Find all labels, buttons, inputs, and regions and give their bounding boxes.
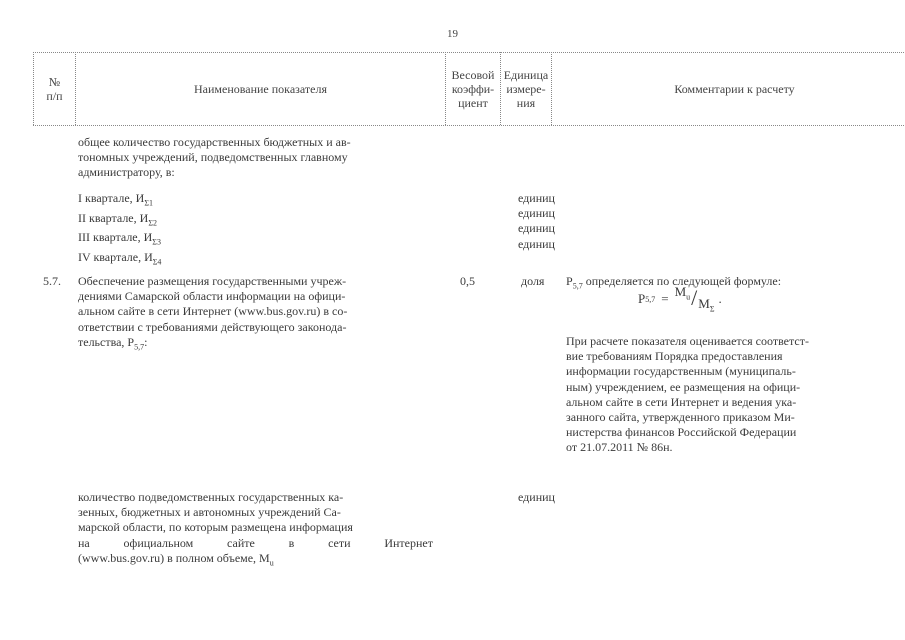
- indicator-name: [78, 274, 433, 354]
- text-line: дениями Самарской области информации на офици-: [78, 289, 346, 304]
- text-line: вие требованиям Порядка предоставления: [566, 349, 783, 364]
- text-line: количество подведомственных государственных ка-: [78, 490, 344, 504]
- row-top-text: [78, 135, 433, 181]
- text-line: общее количество государственных бюджетных и ав-: [78, 135, 351, 149]
- text-line: При расчете показателя оценивается соответст-: [566, 334, 809, 348]
- text-line: нистерства финансов Российской Федерации: [566, 425, 797, 440]
- header-weight-label: циент: [458, 96, 488, 110]
- text-line: информации государственным (муниципаль-: [566, 364, 796, 379]
- unit-value: единиц: [518, 490, 555, 504]
- header-unit-label: Единица: [503, 68, 549, 82]
- quarter-list: [78, 191, 378, 269]
- text-line: администратору, в:: [78, 165, 175, 180]
- text-line: ответствии с требованиями действующего законода-: [78, 319, 347, 334]
- text-line: тельства, $Р_{5,7}$:: [78, 334, 148, 352]
- formula-lhs-sub: 5,7: [645, 294, 656, 304]
- unit-value: единиц: [518, 236, 555, 251]
- header-bottom-border: [33, 125, 905, 126]
- comment-text: [566, 334, 877, 456]
- unit-value: единиц: [518, 191, 555, 205]
- text-line: тономных учреждений, подведомственных главному: [78, 150, 348, 165]
- weight-value: 0,5: [460, 274, 475, 288]
- header-comment-cell: [552, 58, 905, 120]
- row-bottom-text: [78, 490, 433, 570]
- formula-equals: =: [661, 291, 669, 306]
- row-number: 5.7.: [43, 274, 61, 288]
- quarter-item: I квартале, $И_{\Sigma 1}$: [78, 191, 153, 208]
- quarter-units: [518, 191, 555, 252]
- quarter-item: III квартале, $И_{\Sigma 3}$: [78, 230, 161, 247]
- header-name-label: Наименование показателя: [194, 82, 327, 96]
- formula-lhs: Р: [638, 291, 646, 306]
- header-top-border: [33, 52, 905, 53]
- formula: [638, 286, 722, 312]
- formula-period: .: [718, 291, 722, 306]
- header-unit-cell: [501, 58, 551, 120]
- header-name-cell: [76, 58, 445, 120]
- text-line: зенных, бюджетных и автономных учреждений Са-: [78, 505, 341, 520]
- text-line: от 21.07.2011 № 86н.: [566, 440, 673, 455]
- header-number-label: п/п: [46, 89, 63, 103]
- header-number-cell: [34, 58, 75, 120]
- formula-denominator: $М_\Sigma$: [698, 296, 715, 314]
- page-number: 19: [447, 28, 458, 40]
- unit-value: единиц: [518, 221, 555, 236]
- header-weight-label: коэффи-: [451, 82, 495, 96]
- formula-fraction-slash: /: [691, 285, 698, 310]
- text-line: марской области, по которым размещена информация: [78, 520, 353, 535]
- text-line: (www.bus.gov.ru) в полном объеме, $М_u$: [78, 550, 274, 568]
- unit-value: единиц: [518, 206, 555, 221]
- text-line: Обеспечение размещения государственными учреж-: [78, 274, 347, 288]
- text-line: занного сайта, утвержденного приказом Ми-: [566, 410, 795, 425]
- text-line: альном сайте в сети Интернет (www.bus.gov.ru) в со-: [78, 304, 348, 319]
- text-line: на официальном сайте в сети Интернет: [78, 535, 433, 550]
- unit-value: доля: [521, 274, 545, 288]
- header-unit-label: ния: [516, 96, 536, 110]
- text-line: альном сайте в сети Интернет и ведения ука-: [566, 394, 797, 409]
- header-number-label: №: [48, 75, 61, 89]
- quarter-item: IV квартале, $И_{\Sigma 4}$: [78, 249, 162, 267]
- formula-numerator: $М_u$: [674, 284, 691, 302]
- header-unit-label: измере-: [506, 82, 546, 96]
- comment-intro: $Р_{5,7}$ определяется по следующей формуле:: [566, 274, 782, 291]
- header-weight-label: Весовой: [451, 68, 495, 82]
- text-line: ным) учреждением, ее размещения на офици-: [566, 379, 801, 394]
- quarter-item: II квартале, $И_{\Sigma 2}$: [78, 210, 157, 227]
- header-weight-cell: [446, 58, 500, 120]
- header-comment-label: Комментарии к расчету: [674, 82, 795, 96]
